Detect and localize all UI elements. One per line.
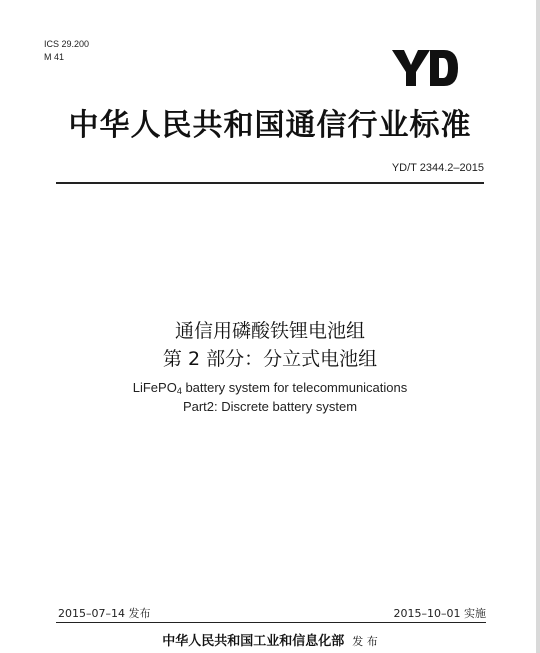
document-title-en-line1 [0,380,540,396]
classification-code: M 41 [44,52,65,62]
document-title-zh-line1: 通信用磷酸铁锂电池组 [174,320,365,342]
publish-date: 2015–07–14 发布 [58,607,151,620]
document-title-zh-line2: 第 2 部分：分立式电池组 [162,348,378,370]
implementation-date: 2015–10–01 实施 [393,607,486,620]
ics-block [44,38,89,64]
header-divider [56,182,484,184]
title-en-line1-rest: battery system for telecommunications [181,380,408,395]
standard-category-title: 中华人民共和国通信行业标准 [68,108,472,143]
issue-word: 发 布 [352,635,378,648]
standard-number: YD/T 2344.2–2015 [391,162,484,174]
title-en-formula-pre: LiFePO [132,380,177,395]
issuer-name: 中华人民共和国工业和信息化部 [162,634,345,649]
title-en-formula-subscript: 4 [176,386,182,396]
footer-divider [56,622,486,623]
yd-logo-icon [392,48,458,88]
ics-code: ICS 29.200 [44,39,90,49]
issuing-authority [0,630,540,649]
document-title-en-line2: Part2: Discrete battery system [182,399,358,414]
